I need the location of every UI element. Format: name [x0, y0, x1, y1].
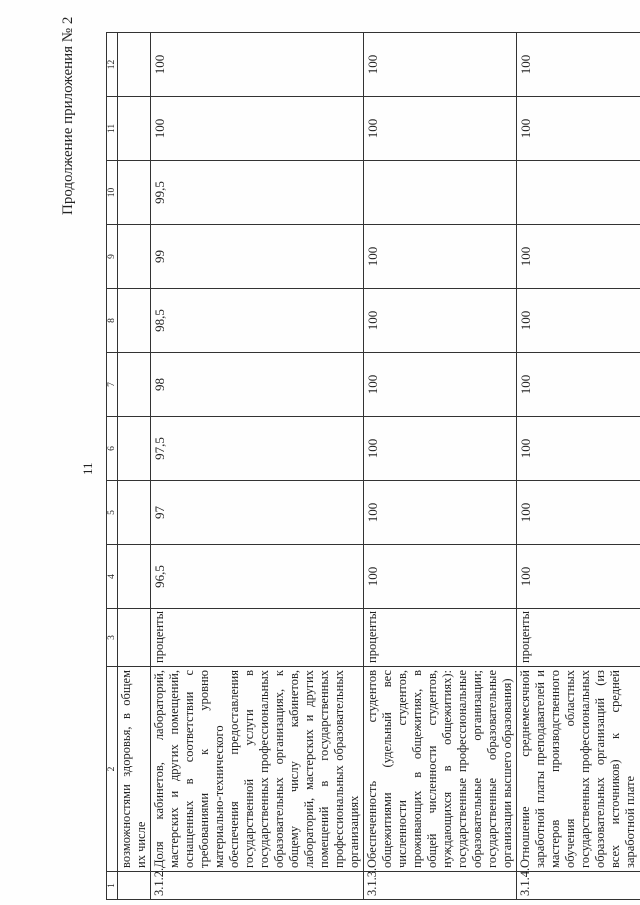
column-number: 8 — [107, 289, 118, 353]
column-number: 10 — [107, 161, 118, 225]
indicators-table — [106, 32, 640, 900]
row-index: 3.1.4. — [517, 872, 640, 900]
table-row — [151, 33, 364, 900]
row-index: 3.1.3. — [364, 872, 517, 900]
column-number: 11 — [107, 97, 118, 161]
unit-cell: проценты — [151, 609, 364, 667]
unit-cell: проценты — [517, 609, 640, 667]
value-cell: 99 — [151, 225, 364, 289]
value-cell: 100 — [364, 289, 517, 353]
column-number: 6 — [107, 417, 118, 481]
value-cell — [517, 161, 640, 225]
value-cell: 100 — [364, 353, 517, 417]
indicator-description: Доля кабинетов, лабораторий, мастерских и других помещений, оснащенных в соответствии с требованиями к уровню материально-технического обеспечения предоставления государственной услуги в государственных профессиональных образовательных организациях, к общему числу кабинетов, лабораторий, мастерских и других помещений в государственных профессиональных образовательных организациях — [151, 667, 364, 872]
value-cell: 100 — [364, 481, 517, 545]
column-number: 9 — [107, 225, 118, 289]
value-cell: 100 — [364, 545, 517, 609]
value-cell: 100 — [151, 97, 364, 161]
table-row — [364, 33, 517, 900]
indicator-description: Обеспеченность студентов общежитиями (удельный вес численности студентов, проживающих в общежитиях, в общей численности студентов, нуждающихся в общежитиях): государственные профессиональные образовательные организации; государственные образовательные организации высшего образования) — [364, 667, 517, 872]
column-number: 1 — [107, 872, 118, 900]
page-number: 11 — [80, 462, 95, 475]
value-cell: 100 — [364, 417, 517, 481]
indicator-description: возможностями здоровья, в общем их числе — [118, 667, 151, 872]
value-cell — [364, 161, 517, 225]
value-cell: 97 — [151, 481, 364, 545]
column-number: 3 — [107, 609, 118, 667]
unit-cell: проценты — [364, 609, 517, 667]
column-number: 7 — [107, 353, 118, 417]
value-cell: 100 — [517, 353, 640, 417]
value-cell: 100 — [517, 289, 640, 353]
value-cell: 100 — [517, 417, 640, 481]
value-cell: 96,5 — [151, 545, 364, 609]
row-index: 3.1.2. — [151, 872, 364, 900]
value-cell: 100 — [364, 33, 517, 97]
column-number: 2 — [107, 667, 118, 872]
value-cell: 100 — [517, 97, 640, 161]
column-number: 4 — [107, 545, 118, 609]
table-row — [517, 33, 640, 900]
column-numbers-row — [107, 33, 118, 900]
indicator-description: Отношение среднемесячной заработной платы преподавателей и мастеров производственного обучения областных государственных профессиональных образовательных организаций (из всех источников) к средней заработной плате — [517, 667, 640, 872]
column-number: 12 — [107, 33, 118, 97]
value-cell: 100 — [517, 545, 640, 609]
value-cell: 100 — [517, 33, 640, 97]
value-cell: 98 — [151, 353, 364, 417]
continuation-row — [118, 33, 151, 900]
value-cell: 99,5 — [151, 161, 364, 225]
value-cell: 100 — [151, 33, 364, 97]
value-cell: 100 — [517, 481, 640, 545]
value-cell: 100 — [364, 225, 517, 289]
value-cell: 98,5 — [151, 289, 364, 353]
value-cell: 97,5 — [151, 417, 364, 481]
value-cell: 100 — [517, 225, 640, 289]
appendix-continuation-note: Продолжение приложения № 2 — [60, 16, 76, 215]
value-cell: 100 — [364, 97, 517, 161]
column-number: 5 — [107, 481, 118, 545]
